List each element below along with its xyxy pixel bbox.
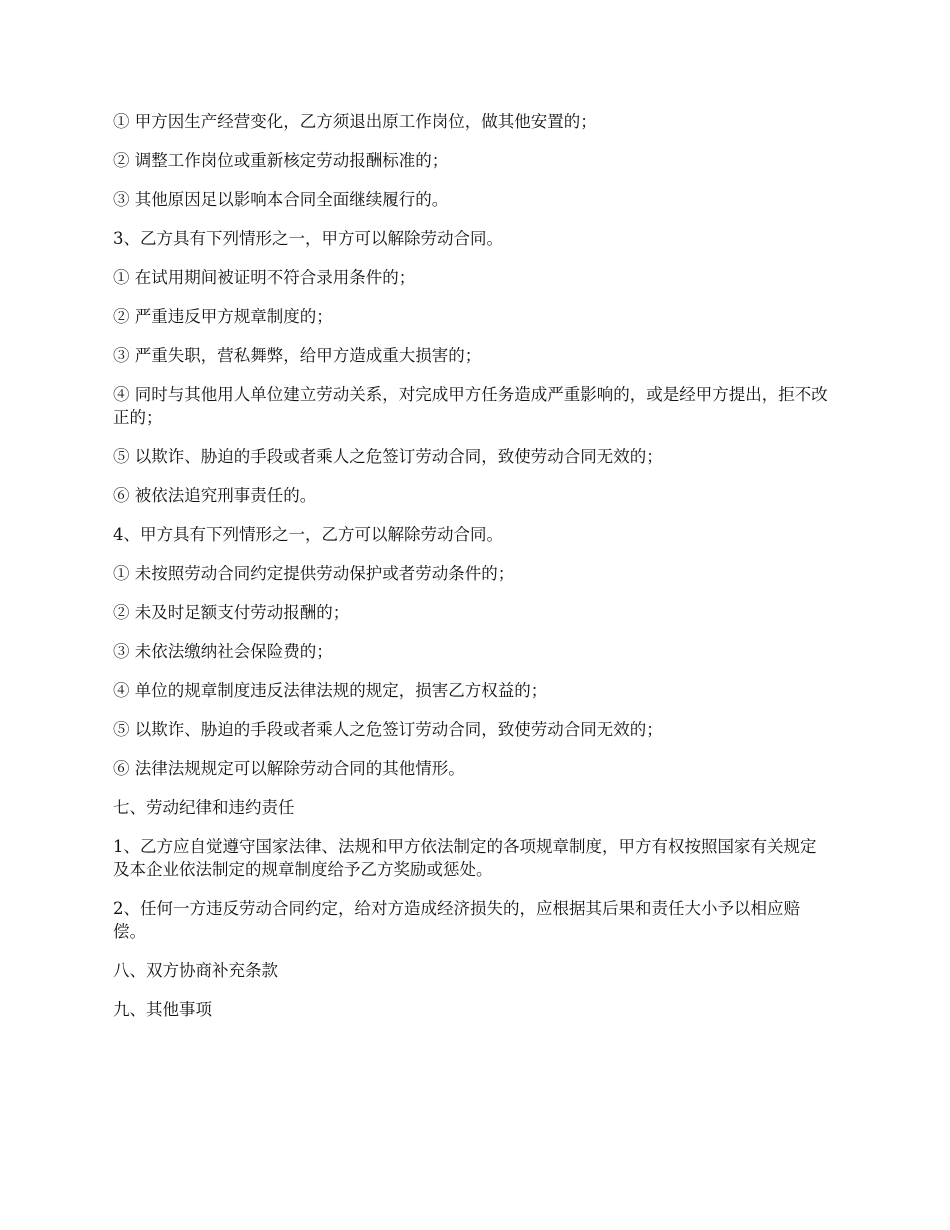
clause-item: ① 在试用期间被证明不符合录用条件的； (113, 268, 416, 287)
clause-item: ② 未及时足额支付劳动报酬的； (113, 603, 350, 622)
chapter-heading: 八、双方协商补充条款 (113, 961, 278, 980)
clause-item: ③ 未依法缴纳社会保险费的； (113, 642, 333, 661)
clause-item: ① 未按照劳动合同约定提供劳动保护或者劳动条件的； (113, 564, 515, 583)
chapter-heading: 七、劳动纪律和违约责任 (113, 798, 295, 817)
clause-paragraph: 2、任何一方违反劳动合同约定，给对方造成经济损失的，应根据其后果和责任大小予以相应赔偿。 (113, 899, 800, 941)
clause-item: ③ 其他原因足以影响本合同全面继续履行的。 (113, 190, 449, 209)
clause-item: ① 甲方因生产经营变化，乙方须退出原工作岗位，做其他安置的； (113, 112, 597, 131)
clause-item: ② 调整工作岗位或重新核定劳动报酬标准的； (113, 151, 449, 170)
section-heading: 3、乙方具有下列情形之一，甲方可以解除劳动合同。 (113, 229, 503, 248)
clause-item: ⑥ 被依法追究刑事责任的。 (113, 486, 317, 505)
clause-item: ② 严重违反甲方规章制度的； (113, 307, 333, 326)
clause-item: ④ 同时与其他用人单位建立劳动关系，对完成甲方任务造成严重影响的，或是经甲方提出，拒不改正的； (113, 385, 828, 427)
clause-item: ④ 单位的规章制度违反法律法规的规定，损害乙方权益的； (113, 681, 548, 700)
clause-paragraph: 1、乙方应自觉遵守国家法律、法规和甲方依法制定的各项规章制度，甲方有权按照国家有关规定及本企业依法制定的规章制度给予乙方奖励或惩处。 (113, 837, 817, 879)
chapter-heading: 九、其他事项 (113, 1000, 212, 1019)
clause-item: ③ 严重失职，营私舞弊，给甲方造成重大损害的； (113, 346, 482, 365)
section-heading: 4、甲方具有下列情形之一，乙方可以解除劳动合同。 (113, 525, 503, 544)
clause-item: ⑥ 法律法规规定可以解除劳动合同的其他情形。 (113, 759, 465, 778)
clause-item: ⑤ 以欺诈、胁迫的手段或者乘人之危签订劳动合同，致使劳动合同无效的； (113, 720, 663, 739)
clause-item: ⑤ 以欺诈、胁迫的手段或者乘人之危签订劳动合同，致使劳动合同无效的； (113, 447, 663, 466)
